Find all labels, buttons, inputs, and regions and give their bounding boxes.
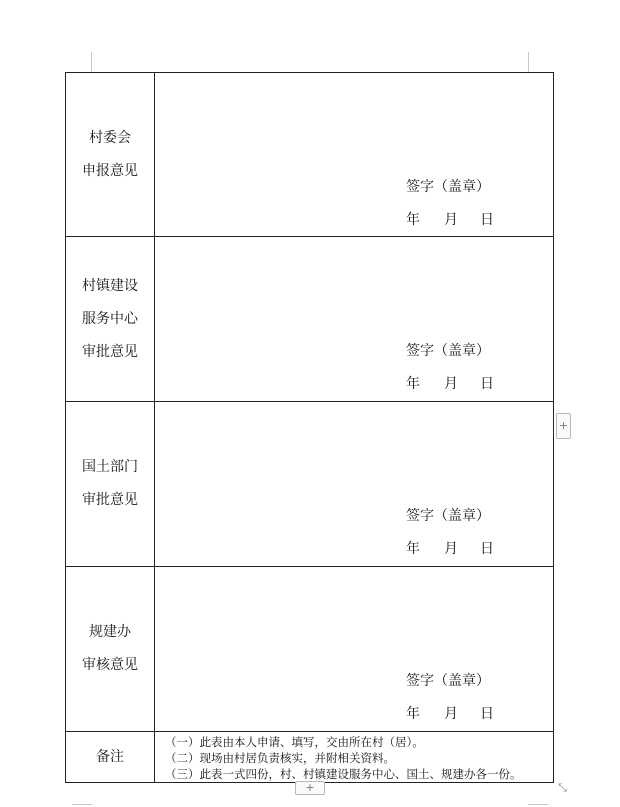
date-day: 日 [480,212,494,228]
remarks-line: （二）现场由村居负责核实，并附相关资料。 [165,751,395,765]
row-label [66,402,155,567]
date-day: 日 [480,376,494,392]
opinion-cell[interactable] [155,73,554,237]
table-row [66,73,554,237]
crop-mark-top-right [528,52,529,72]
row-label-line: 审核意见 [82,657,138,673]
signature-label: 签字（盖章） [406,343,490,359]
crop-mark-top-left [91,52,92,72]
row-label [66,567,155,732]
row-label-line: 审批意见 [82,492,138,508]
opinion-cell[interactable] [155,567,554,732]
date-line [406,373,494,393]
add-row-button[interactable]: + [295,781,325,795]
date-month: 月 [444,541,458,557]
signature-label: 签字（盖章） [406,179,490,195]
table-resize-handle-icon[interactable]: ⤡ [558,781,567,794]
crop-mark-bottom-right [528,804,548,805]
signature-label: 签字（盖章） [406,508,490,524]
date-month: 月 [444,212,458,228]
opinion-cell[interactable] [155,237,554,402]
date-year: 年 [406,541,420,557]
date-year: 年 [406,376,420,392]
date-month: 月 [444,376,458,392]
table-row-remarks [66,732,554,783]
table-row [66,237,554,402]
remarks-line: （一）此表由本人申请、填写，交由所在村（居）。 [165,735,424,749]
row-label [66,237,155,402]
row-label-line: 申报意见 [82,162,138,179]
remarks-line: （三）此表一式四份，村、村镇建设服务中心、国土、规建办各一份。 [165,767,522,781]
date-month: 月 [444,706,458,722]
row-label [66,73,155,237]
opinion-cell[interactable] [155,402,554,567]
table-row [66,567,554,732]
date-day: 日 [480,541,494,557]
row-label-line: 村镇建设 [82,277,138,294]
signature-label: 签字（盖章） [406,673,490,689]
table-row [66,402,554,567]
date-year: 年 [406,706,420,722]
remarks-cell[interactable] [155,732,554,783]
remarks-label: 备注 [66,732,155,783]
date-line [406,703,494,723]
add-column-button[interactable]: + [556,413,571,439]
row-label-line: 村委会 [89,129,131,146]
row-label-line: 审批意见 [82,343,138,360]
date-line [406,209,494,229]
approval-form-table [65,72,554,783]
date-day: 日 [480,706,494,722]
date-line [406,538,494,558]
row-label-line: 国土部门 [82,459,138,475]
row-label-line: 服务中心 [82,310,138,327]
crop-mark-bottom-left [72,804,92,805]
row-label-line: 规建办 [89,624,131,640]
date-year: 年 [406,212,420,228]
